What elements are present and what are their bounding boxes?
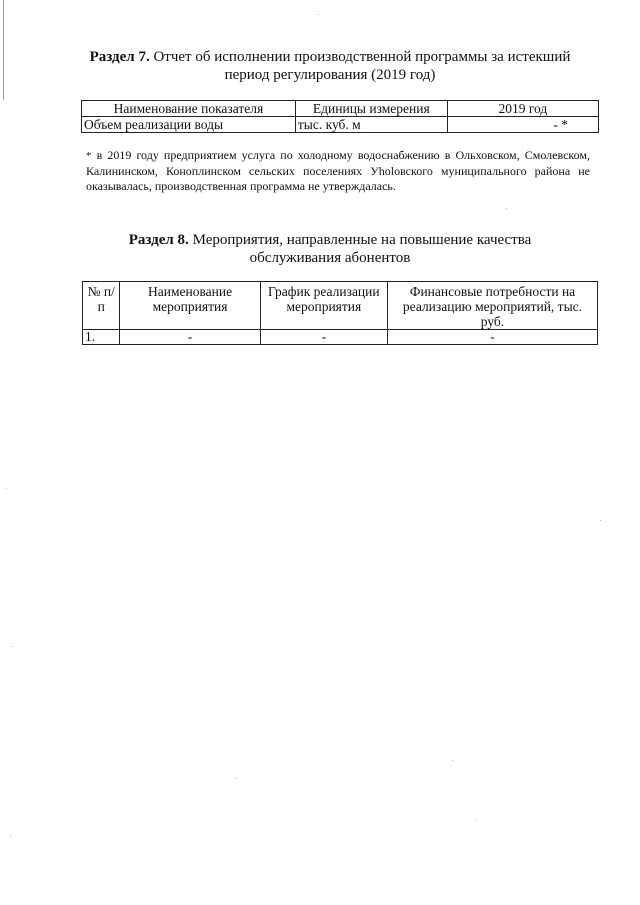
cell-indicator-name: Объем реализации воды (82, 117, 296, 133)
section-7-footnote (86, 148, 590, 194)
column-header-number: № п/п (83, 282, 120, 330)
column-header-schedule: График реализации мероприятия (260, 282, 387, 330)
scan-speck (600, 520, 601, 521)
scan-speck (236, 778, 237, 779)
scan-speck (506, 208, 507, 209)
cell-financial-needs: - (387, 330, 597, 345)
section-8-label: Раздел 8. (128, 232, 189, 248)
scan-speck (452, 760, 453, 761)
section-7-table (81, 100, 599, 133)
footnote-text: в 2019 году предприятием услуга по холодному водоснабжению в Ольховском, Смолевском, Калининском, Коноплинском сельских поселениях Уholовского муниципального района не оказывалась, производственная программа не утверждалась. (86, 148, 590, 193)
cell-activity-name: - (120, 330, 260, 345)
scan-speck (318, 14, 319, 15)
section-8-title: Мероприятия, направленные на повышение качества обслуживания абонентов (188, 232, 532, 266)
cell-units: тыс. куб. м (295, 117, 447, 133)
footnote-star: * (86, 150, 92, 162)
scan-speck (10, 836, 11, 837)
scan-speck (6, 488, 7, 489)
section-8-table (82, 281, 598, 345)
section-7-label: Раздел 7. (89, 49, 150, 65)
scan-speck (12, 646, 13, 647)
scan-speck (476, 820, 477, 821)
column-header-activity-name: Наименование мероприятия (120, 282, 260, 330)
column-header-year: 2019 год (447, 101, 598, 117)
table-row (82, 117, 599, 133)
scan-edge-artifact (3, 0, 4, 100)
table-header-row (82, 101, 599, 117)
column-header-financial-needs: Финансовые потребности на реализацию мероприятий, тыс. руб. (387, 282, 597, 330)
section-8-heading (90, 231, 570, 267)
table-header-row (83, 282, 598, 330)
table-row (83, 330, 598, 345)
cell-schedule: - (260, 330, 387, 345)
cell-value: - * (447, 117, 598, 133)
section-7-title: Отчет об исполнении производственной программы за истекший период регулирования (2019 год) (149, 49, 571, 83)
cell-number: 1. (83, 330, 120, 345)
section-7-heading (70, 48, 590, 84)
column-header-indicator: Наименование показателя (82, 101, 296, 117)
column-header-units: Единицы измерения (295, 101, 447, 117)
